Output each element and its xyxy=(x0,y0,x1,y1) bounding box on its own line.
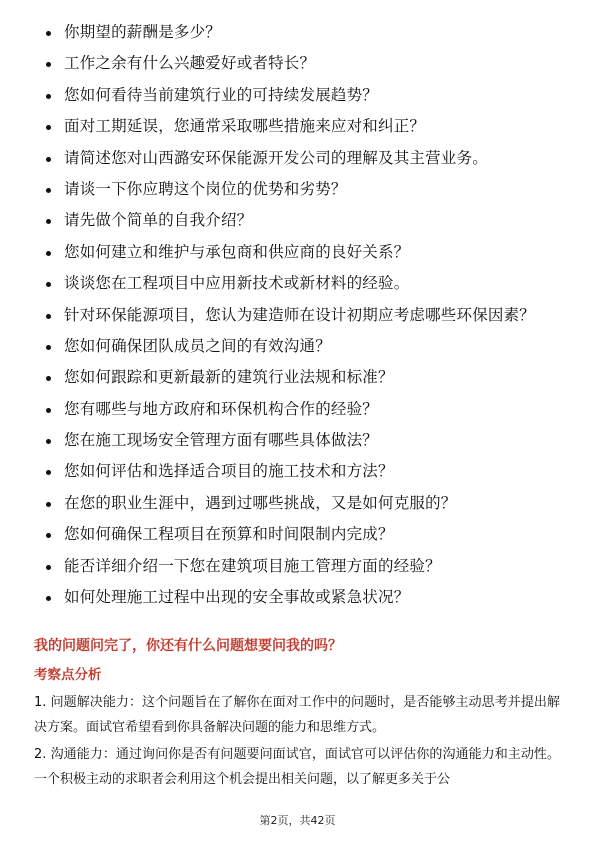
question-text: 您如何评估和选择适合项目的施工技术和方法？ xyxy=(64,462,394,481)
analysis-body xyxy=(34,690,560,794)
question-text: 您如何看待当前建筑行业的可持续发展趋势？ xyxy=(64,85,379,104)
closing-question: 我的问题问完了，你还有什么问题想要问我的吗？ xyxy=(34,638,342,654)
question-item xyxy=(40,22,560,43)
bullet-icon xyxy=(46,502,51,507)
bullet-icon xyxy=(46,188,51,193)
question-text: 如何处理施工过程中出现的安全事故或紧急状况？ xyxy=(64,588,410,607)
question-item xyxy=(40,116,560,137)
question-text: 您如何跟踪和更新最新的建筑行业法规和标准？ xyxy=(64,368,394,387)
bullet-icon xyxy=(46,94,51,99)
bullet-icon xyxy=(46,470,51,475)
question-item xyxy=(40,587,560,608)
bullet-icon xyxy=(46,408,51,413)
question-item xyxy=(40,305,560,326)
bullet-icon xyxy=(46,219,51,224)
question-item xyxy=(40,556,560,577)
question-text: 您在施工现场安全管理方面有哪些具体做法？ xyxy=(64,431,379,450)
question-text: 您如何确保团队成员之间的有效沟通？ xyxy=(64,336,331,355)
bullet-icon xyxy=(46,565,51,570)
question-item xyxy=(40,493,560,514)
question-text: 您有哪些与地方政府和环保机构合作的经验？ xyxy=(64,399,379,418)
question-item xyxy=(40,148,560,169)
bullet-icon xyxy=(46,62,51,67)
bullet-icon xyxy=(46,31,51,36)
bullet-icon xyxy=(46,125,51,130)
question-text: 你期望的薪酬是多少？ xyxy=(64,23,222,41)
question-list xyxy=(40,22,560,618)
question-item xyxy=(40,336,560,357)
question-text: 您如何建立和维护与承包商和供应商的良好关系？ xyxy=(64,242,410,261)
bullet-icon xyxy=(46,596,51,601)
question-text: 请简述您对山西潞安环保能源开发公司的理解及其主营业务。 xyxy=(64,148,488,167)
analysis-heading: 考察点分析 xyxy=(34,667,102,683)
bullet-icon xyxy=(46,345,51,350)
analysis-item: 2. 沟通能力：通过询问你是否有问题要问面试官，面试官可以评估你的沟通能力和主动性。一个积极主动的求职者会利用这个机会提出相关问题，以了解更多关于公 xyxy=(34,747,560,787)
question-item xyxy=(40,524,560,545)
question-text: 您如何确保工程项目在预算和时间限制内完成？ xyxy=(64,525,394,544)
analysis-item: 1. 问题解决能力：这个问题旨在了解你在面对工作中的问题时，是否能够主动思考并提出解决方案。面试官希望看到你具备解决问题的能力和思维方式。 xyxy=(34,695,560,735)
bullet-icon xyxy=(46,376,51,381)
question-item xyxy=(40,53,560,74)
question-text: 在您的职业生涯中，遇到过哪些挑战，又是如何克服的？ xyxy=(64,493,457,512)
question-text: 请谈一下你应聘这个岗位的优势和劣势？ xyxy=(64,179,347,198)
question-text: 谈谈您在工程项目中应用新技术或新材料的经验。 xyxy=(64,274,410,293)
bullet-icon xyxy=(46,439,51,444)
bullet-icon xyxy=(46,251,51,256)
question-item xyxy=(40,210,560,231)
question-item xyxy=(40,367,560,388)
question-text: 请先做个简单的自我介绍？ xyxy=(64,211,253,230)
question-text: 工作之余有什么兴趣爱好或者特长？ xyxy=(64,54,316,73)
bullet-icon xyxy=(46,157,51,162)
question-text: 针对环保能源项目，您认为建造师在设计初期应考虑哪些环保因素？ xyxy=(64,305,536,324)
bullet-icon xyxy=(46,282,51,287)
question-item xyxy=(40,242,560,263)
question-item xyxy=(40,430,560,451)
question-item xyxy=(40,179,560,200)
page-number: 第2页，共42页 xyxy=(259,814,336,827)
question-text: 能否详细介绍一下您在建筑项目施工管理方面的经验？ xyxy=(64,556,441,575)
question-item xyxy=(40,399,560,420)
bullet-icon xyxy=(46,533,51,538)
bullet-icon xyxy=(46,314,51,319)
question-item xyxy=(40,461,560,482)
question-item xyxy=(40,273,560,294)
question-text: 面对工期延误，您通常采取哪些措施来应对和纠正？ xyxy=(64,117,426,136)
question-item xyxy=(40,85,560,106)
